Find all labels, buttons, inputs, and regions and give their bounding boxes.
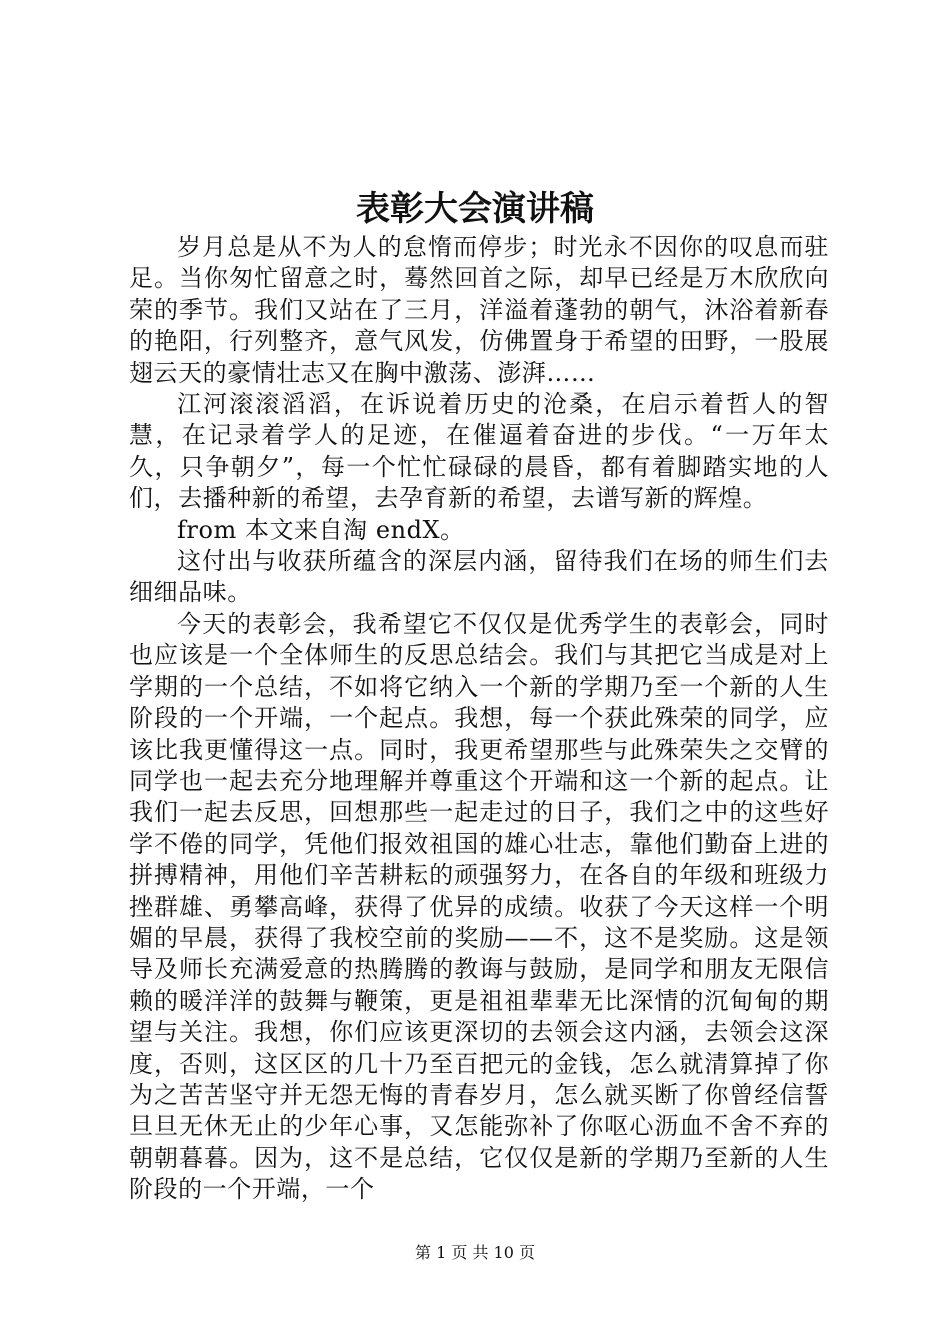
paragraph: 今天的表彰会，我希望它不仅仅是优秀学生的表彰会，同时也应该是一个全体师生的反思总结会。我们与其把它当成是对上学期的一个总结，不如将它纳入一个新的学期乃至一个新的人生阶段的一个开端，一个起点。我想，每一个获此殊荣的同学，应该比我更懂得这一点。同时，我更希望那些与此殊荣失之交臂的同学也一起去充分地理解并尊重这个开端和这一个新的起点。让我们一起去反思，回想那些一起走过的日子，我们之中的这些好学不倦的同学，凭他们报效祖国的雄心壮志，靠他们勤奋上进的拼搏精神，用他们辛苦耕耘的顽强努力，在各自的年级和班级力挫群雄、勇攀高峰，获得了优异的成绩。收获了今天这样一个明媚的早晨，获得了我校空前的奖励——不，这不是奖励。这是领导及师长充满爱意的热腾腾的教诲与鼓励，是同学和朋友无限信赖的暖洋洋的鼓舞与鞭策，更是祖祖辈辈无比深情的沉甸甸的期望与关注。我想，你们应该更深切的去领会这内涵，去领会这深度，否则，这区区的几十乃至百把元的金钱，怎么就清算掉了你为之苦苦坚守并无怨无悔的青春岁月，怎么就买断了你曾经信誓旦旦无休无止的少年心事，又怎能弥补了你呕心沥血不舍不弃的朝朝暮暮。因为，这不是总结，它仅仅是新的学期乃至新的人生阶段的一个开端，一个 <box>129 609 829 1204</box>
page-number-footer: 第 1 页 共 10 页 <box>415 1243 535 1262</box>
paragraph: 江河滚滚滔滔，在诉说着历史的沧桑，在启示着哲人的智慧，在记录着学人的足迹，在催逼着奋进的步伐。“一万年太久，只争朝夕”，每一个忙忙碌碌的晨昏，都有着脚踏实地的人们，去播种新的希望，去孕育新的希望，去谱写新的辉煌。 <box>129 390 829 513</box>
document-title: 表彰大会演讲稿 <box>356 189 594 229</box>
paragraph: from 本文来自淘 endX。 <box>177 515 465 544</box>
paragraph: 岁月总是从不为人的怠惰而停步；时光永不因你的叹息而驻足。当你匆忙留意之时，蓦然回首之际，却早已经是万木欣欣向荣的季节。我们又站在了三月，洋溢着蓬勃的朝气，沐浴着新春的艳阳，行列整齐，意气风发，仿佛置身于希望的田野，一股展翅云天的豪情壮志又在胸中激荡、澎湃…… <box>129 233 829 387</box>
paragraph: 这付出与收获所蕴含的深层内涵，留待我们在场的师生们去细细品味。 <box>129 547 829 607</box>
document-body <box>129 232 829 1206</box>
